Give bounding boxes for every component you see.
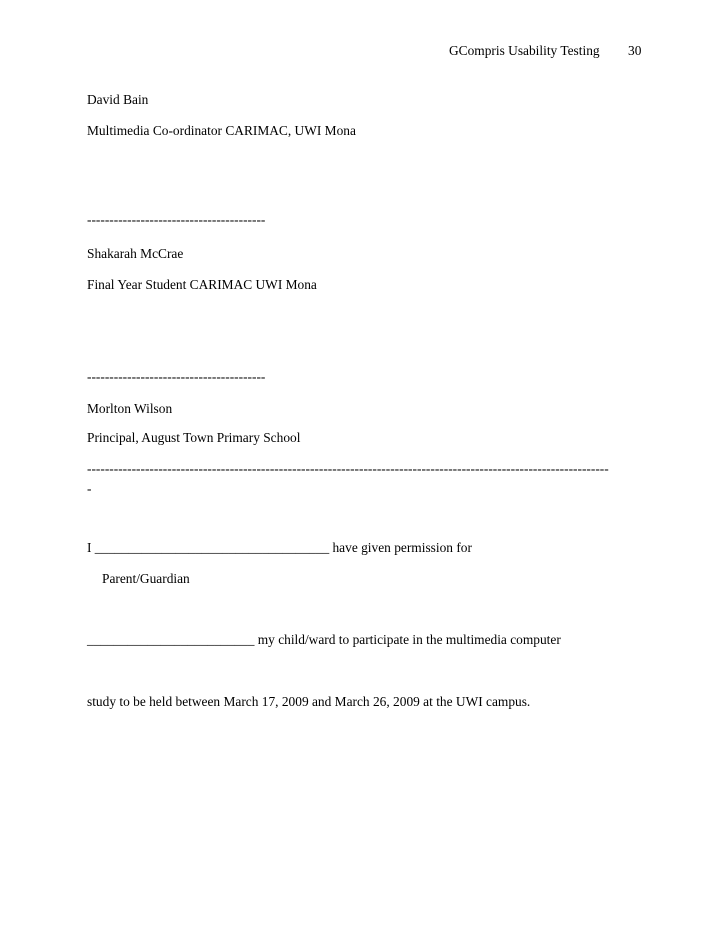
- signature-line: ----------------------------------------: [87, 212, 266, 227]
- permission-line-1: I ___________________________________ have given permission for: [87, 540, 472, 555]
- signatory-name: David Bain: [87, 92, 149, 107]
- permission-line-2: _________________________ my child/ward to participate in the multimedia computer: [87, 632, 561, 647]
- separator-line-wrap: -: [87, 481, 92, 496]
- guardian-label: Parent/Guardian: [102, 571, 190, 586]
- signatory-name: Morlton Wilson: [87, 401, 173, 416]
- separator-line: ---------------------------------------------------------------------------------------------------------------------: [87, 461, 609, 476]
- signatory-role: Multimedia Co-ordinator CARIMAC, UWI Mona: [87, 123, 356, 138]
- signatory-role: Final Year Student CARIMAC UWI Mona: [87, 277, 317, 292]
- running-head-title: GCompris Usability Testing: [449, 43, 600, 58]
- signature-line: ----------------------------------------: [87, 369, 266, 384]
- permission-line-3: study to be held between March 17, 2009 and March 26, 2009 at the UWI campus.: [87, 694, 531, 709]
- signatory-role: Principal, August Town Primary School: [87, 430, 301, 445]
- page-number: 30: [628, 43, 642, 58]
- signatory-name: Shakarah McCrae: [87, 246, 184, 261]
